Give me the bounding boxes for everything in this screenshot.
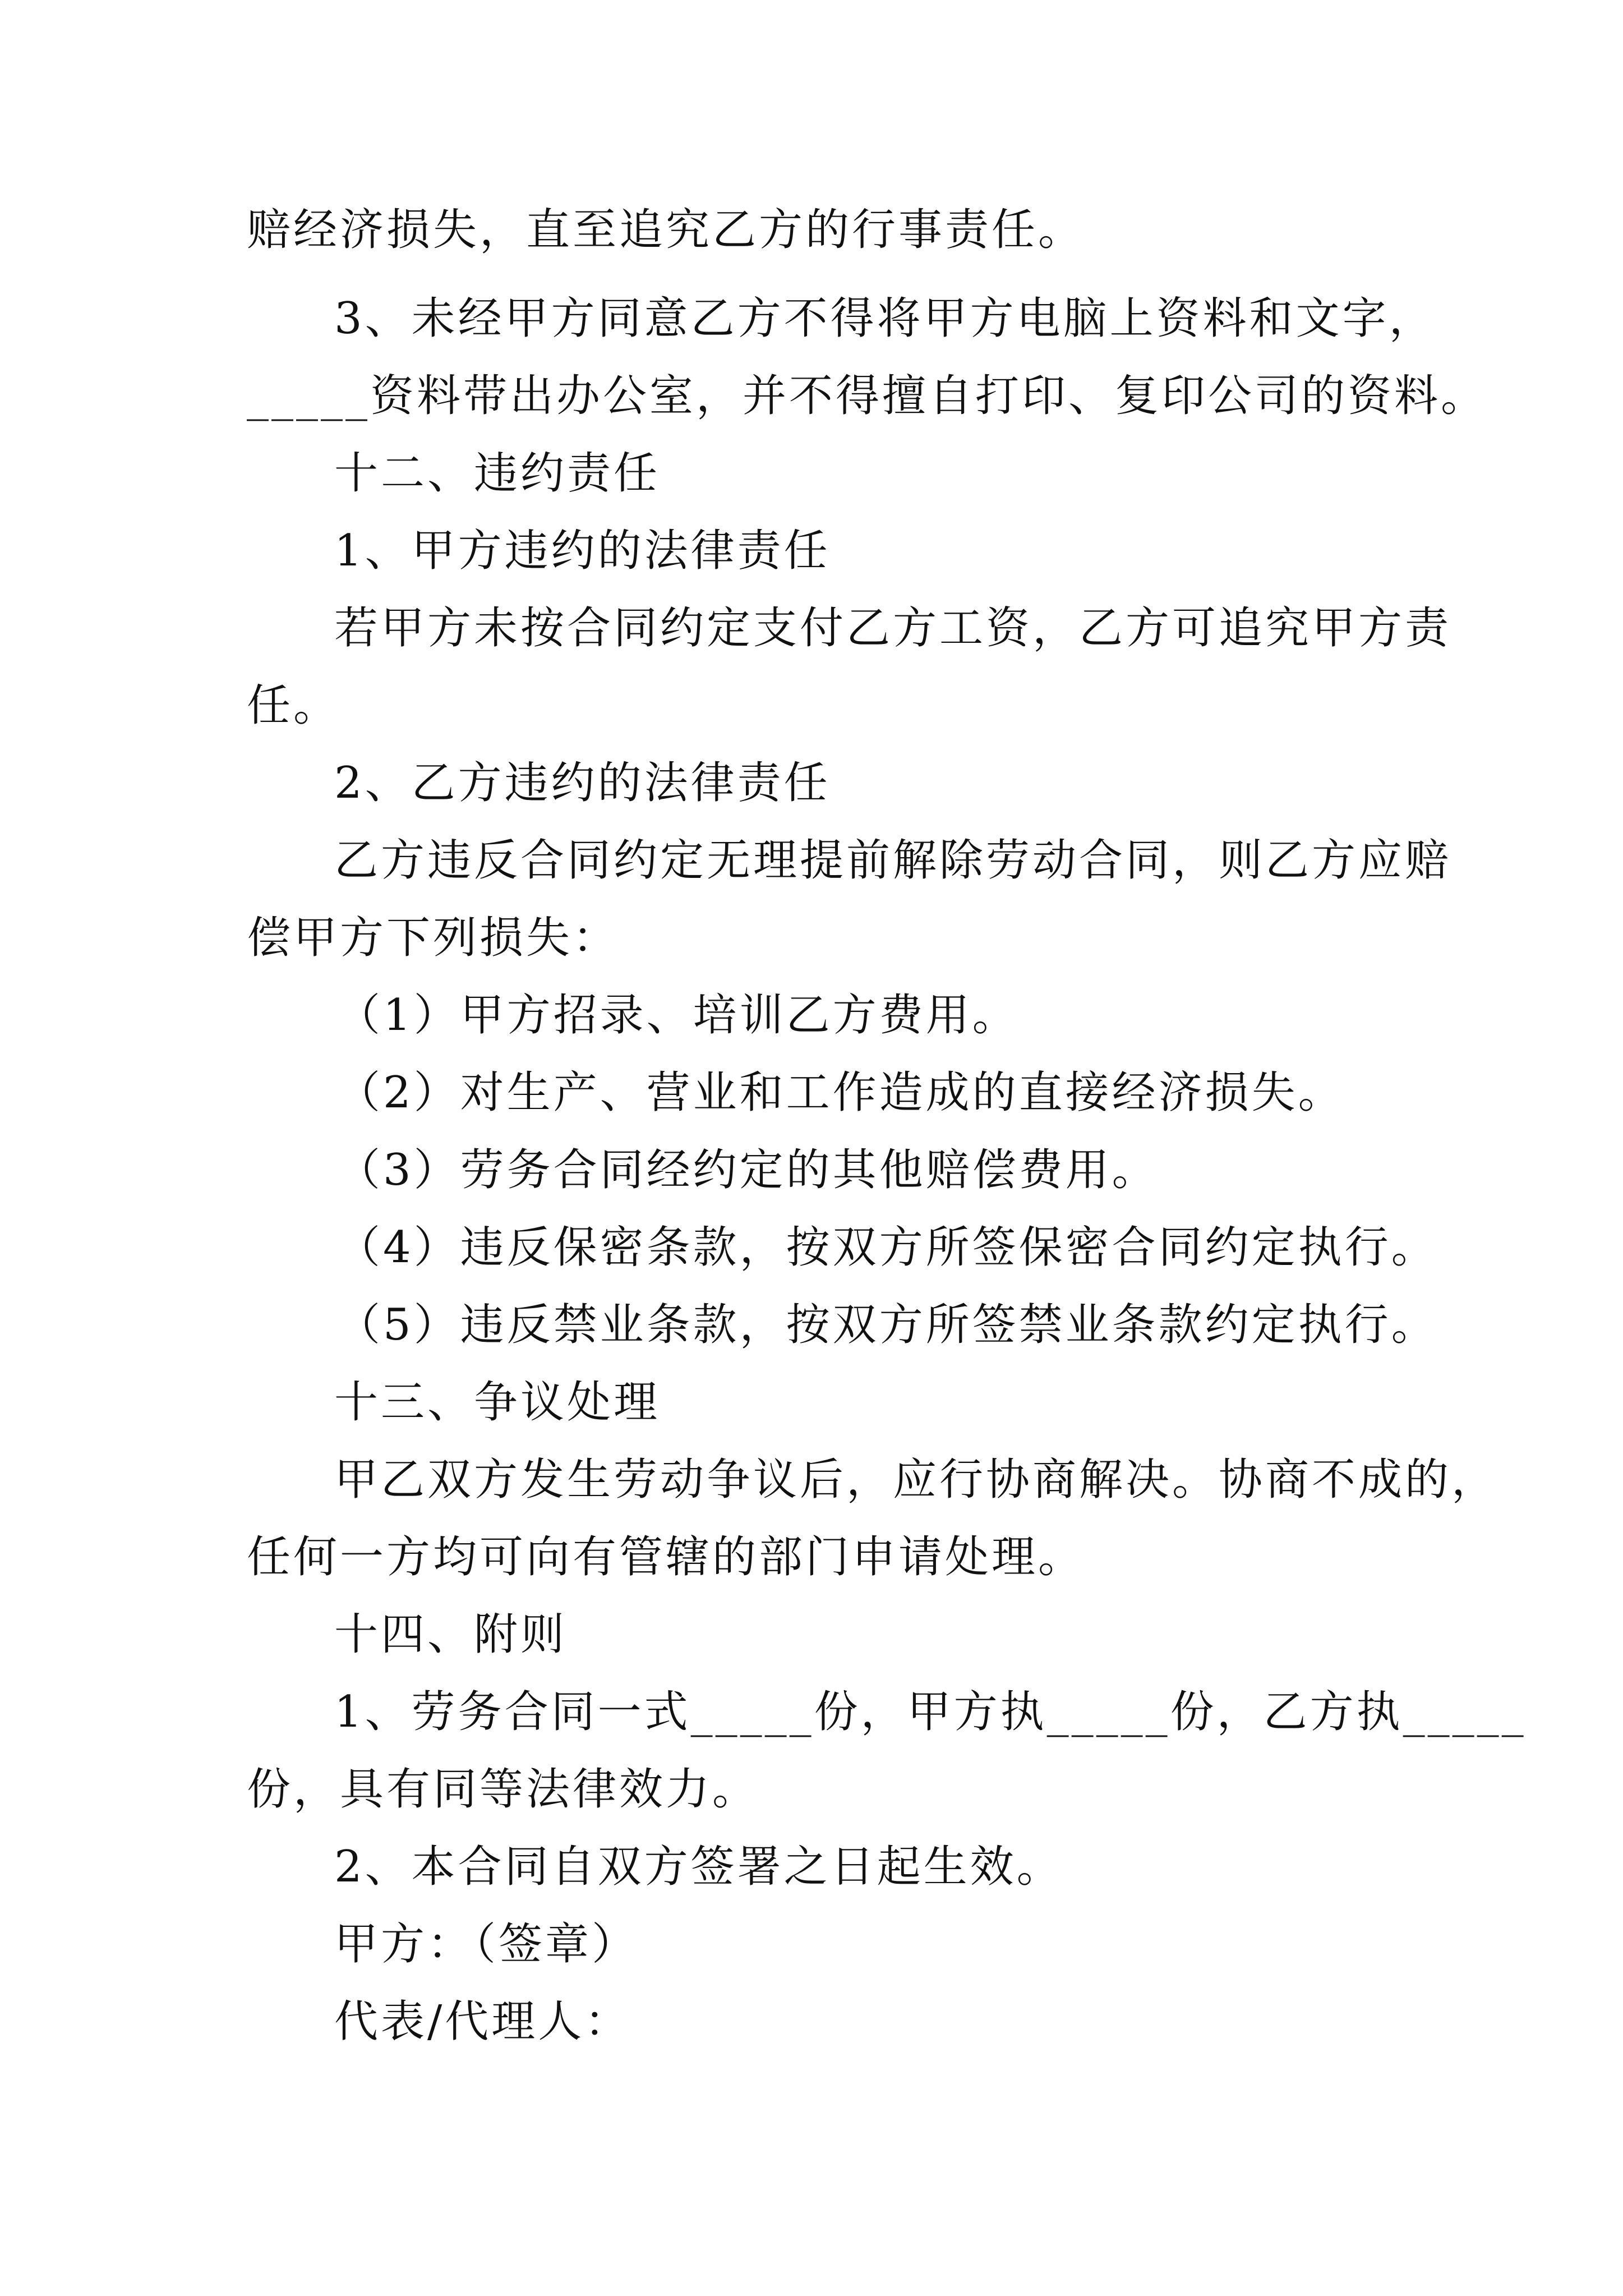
list-item: （4）违反保密条款，按双方所签保密合同约定执行。 [336,1222,1438,1273]
representative-label: 代表/代理人： [334,1996,631,2047]
paragraph-line: 1、劳务合同一式_____份，甲方执_____份，乙方执_____ [334,1687,1527,1737]
subheading-party-b-liability: 2、乙方违约的法律责任 [334,758,831,808]
list-item: （2）对生产、营业和工作造成的直接经济损失。 [336,1068,1345,1118]
party-a-signature-label: 甲方：（签章） [334,1919,639,1970]
paragraph-line: 乙方违反合同约定无理提前解除劳动合同，则乙方应赔 [334,835,1452,886]
list-item: （5）违反禁业条款，按双方所签禁业条款约定执行。 [336,1300,1438,1350]
paragraph-line: 赔经济损失，直至追究乙方的行事责任。 [247,205,1085,255]
paragraph-line: 任何一方均可向有管辖的部门申请处理。 [247,1532,1085,1582]
list-item: （1）甲方招录、培训乙方费用。 [336,990,1019,1041]
paragraph-line: 若甲方未按合同约定支付乙方工资，乙方可追究甲方责 [334,603,1452,654]
section-heading-12: 十二、违约责任 [334,448,661,499]
clause-3: 3、未经甲方同意乙方不得将甲方电脑上资料和文字， [334,293,1436,344]
paragraph-line: 2、本合同自双方签署之日起生效。 [334,1842,1063,1892]
section-heading-14: 十四、附则 [334,1609,568,1660]
paragraph-line: _____资料带出办公室，并不得擅自打印、复印公司的资料。 [247,371,1488,421]
paragraph-line: 任。 [247,680,340,731]
paragraph-line: 甲乙双方发生劳动争议后，应行协商解决。协商不成的， [334,1455,1498,1505]
paragraph-line: 份，具有同等法律效力。 [247,1764,759,1815]
subheading-party-a-liability: 1、甲方违约的法律责任 [334,526,831,576]
paragraph-line: 偿甲方下列损失： [247,913,620,963]
section-heading-13: 十三、争议处理 [334,1377,661,1428]
list-item: （3）劳务合同经约定的其他赔偿费用。 [336,1145,1159,1195]
